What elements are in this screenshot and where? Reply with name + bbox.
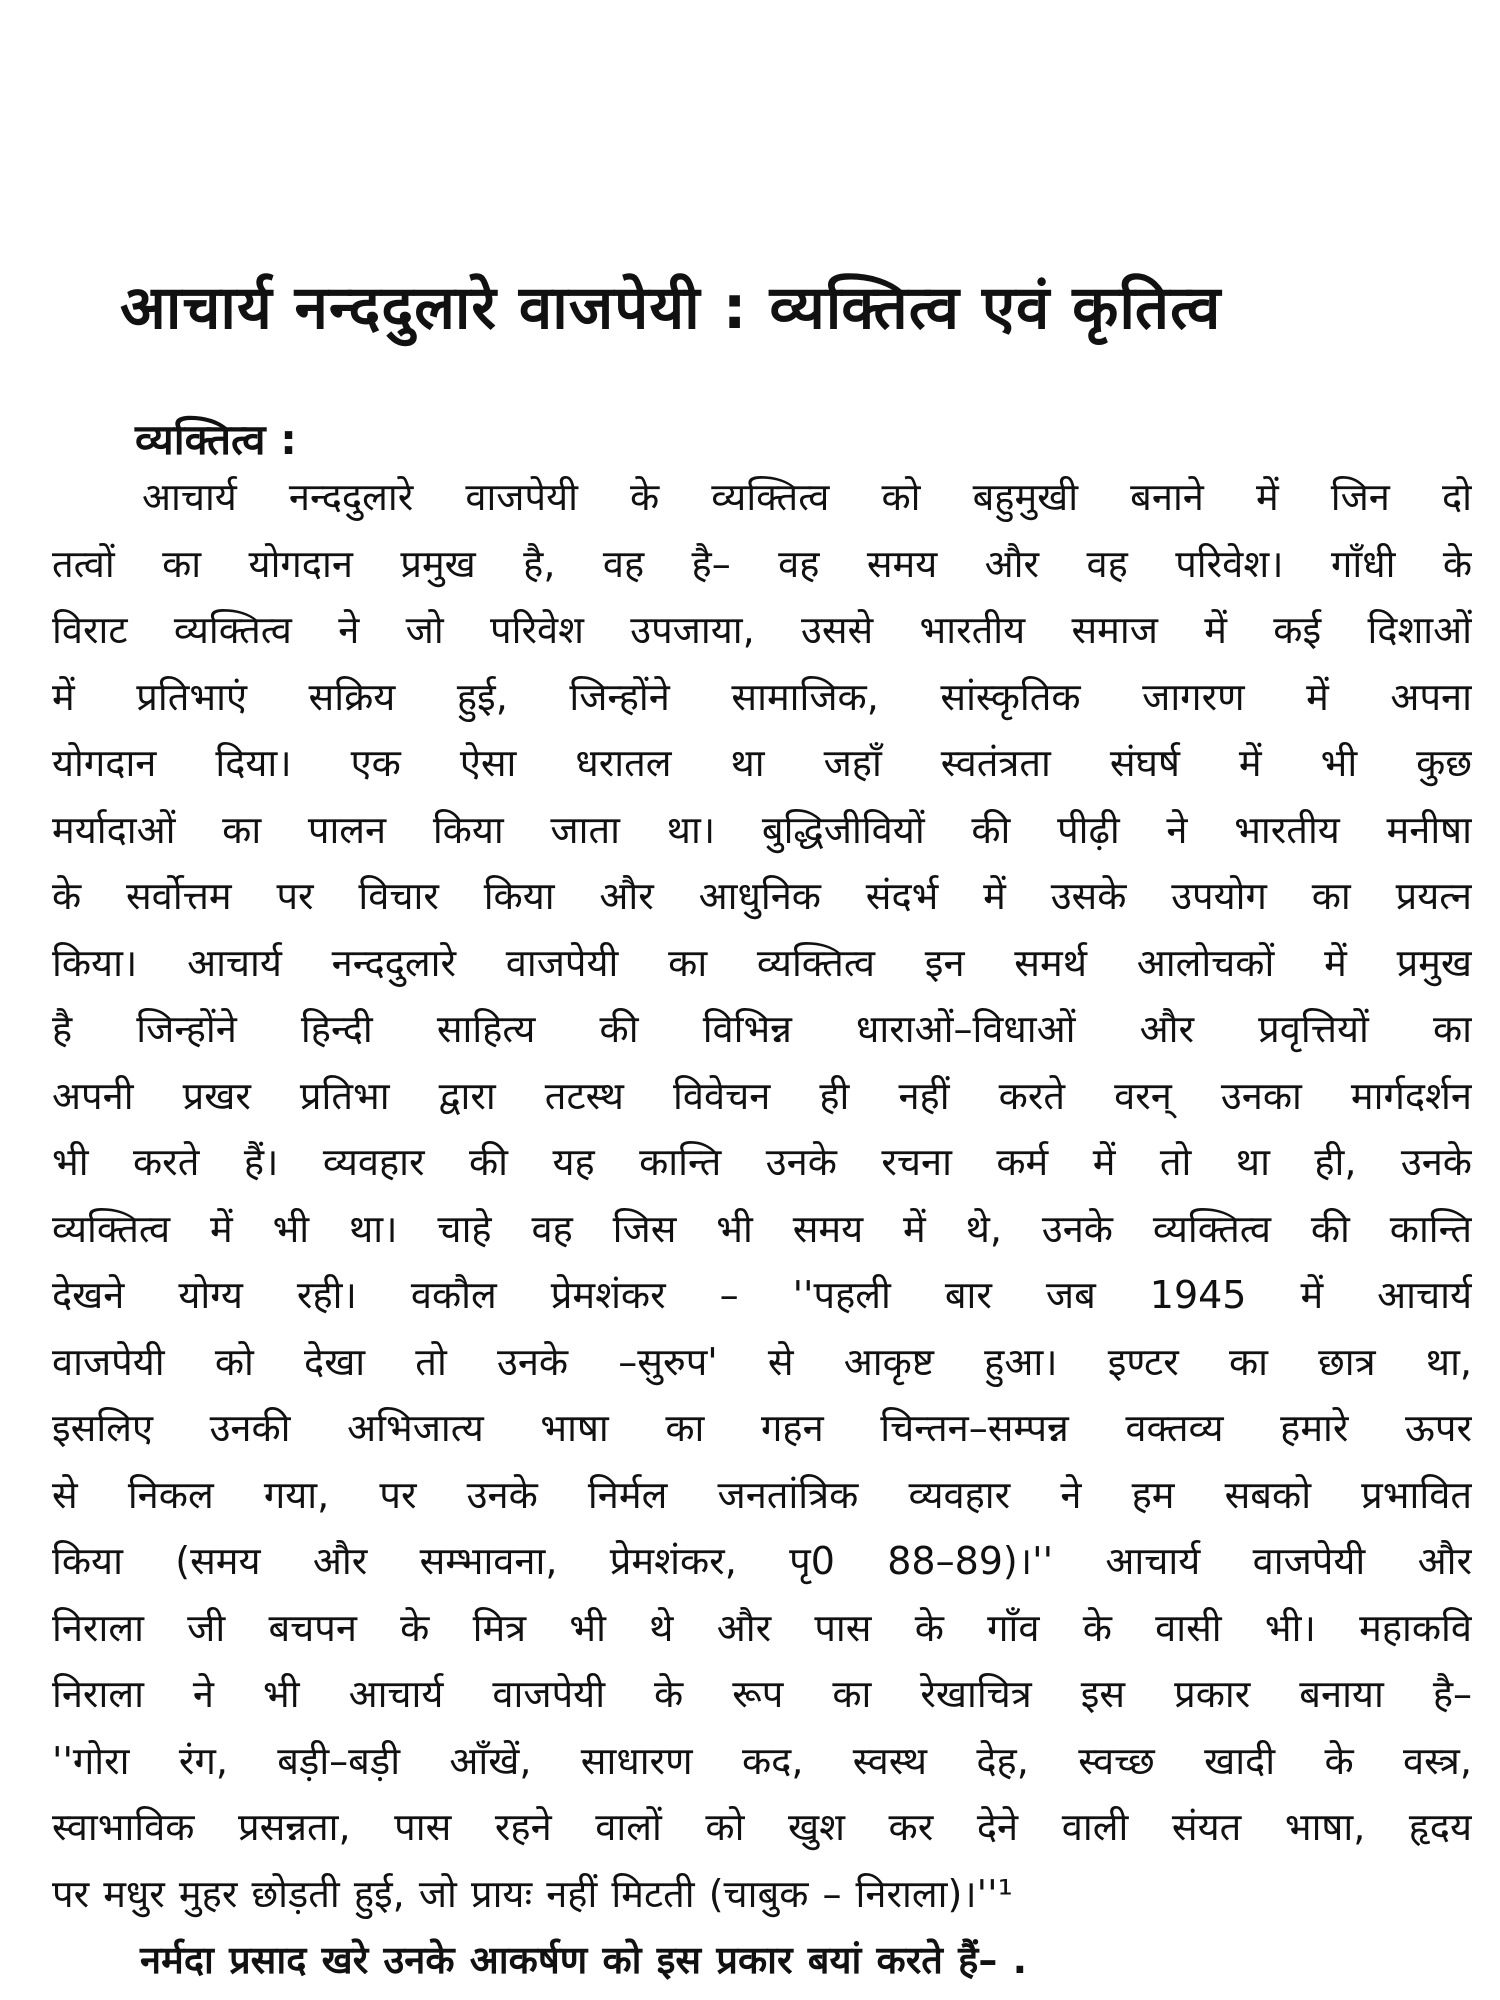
- text-line: तत्वों का योगदान प्रमुख है, वह है– वह समय और वह परिवेश। गाँधी के: [52, 541, 1472, 586]
- quote-line: ''गोरा रंग, बड़ी–बड़ी आँखें, साधारण कद, स्वस्थ देह, स्वच्छ खादी के वस्त्र,: [52, 1738, 1472, 1783]
- text-line: किया। आचार्य नन्ददुलारे वाजपेयी का व्यक्तित्व इन समर्थ आलोचकों में प्रमुख: [52, 940, 1472, 985]
- text-line: व्यक्तित्व में भी था। चाहे वह जिस भी समय में थे, उनके व्यक्तित्व की कान्ति: [52, 1206, 1472, 1251]
- quote-line: पर मधुर मुहर छोड़ती हुई, जो प्रायः नहीं मिटती (चाबुक – निराला)।''¹: [52, 1871, 1013, 1916]
- text-line: योगदान दिया। एक ऐसा धरातल था जहाँ स्वतंत्रता संघर्ष में भी कुछ: [52, 741, 1472, 785]
- text-line: इसलिए उनकी अभिजात्य भाषा का गहन चिन्तन–सम्पन्न वक्तव्य हमारे ऊपर: [52, 1406, 1472, 1450]
- text-line: निराला जी बचपन के मित्र भी थे और पास के गाँव के वासी भी। महाकवि: [52, 1605, 1472, 1650]
- text-line: निराला ने भी आचार्य वाजपेयी के रूप का रेखाचित्र इस प्रकार बनाया है–: [52, 1672, 1472, 1716]
- closing-line: नर्मदा प्रसाद खरे उनके आकर्षण को इस प्रकार बयां करते हैं– .: [140, 1938, 1028, 1982]
- text-line: किया (समय और सम्भावना, प्रेमशंकर, पृ0 88–89)।'' आचार्य वाजपेयी और: [52, 1539, 1472, 1583]
- text-line: विराट व्यक्तित्व ने जो परिवेश उपजाया, उससे भारतीय समाज में कई दिशाओं: [52, 608, 1472, 652]
- text-line: देखने योग्य रही। वकौल प्रेमशंकर – ''पहली बार जब 1945 में आचार्य: [52, 1273, 1472, 1317]
- text-line: मर्यादाओं का पालन किया जाता था। बुद्धिजीवियों की पीढ़ी ने भारतीय मनीषा: [52, 807, 1472, 852]
- text-line: भी करते हैं। व्यवहार की यह कान्ति उनके रचना कर्म में तो था ही, उनके: [52, 1140, 1472, 1184]
- quote-line: स्वाभाविक प्रसन्नता, पास रहने वालों को खुश कर देने वाली संयत भाषा, हृदय: [52, 1805, 1472, 1849]
- text-line: अपनी प्रखर प्रतिभा द्वारा तटस्थ विवेचन ही नहीं करते वरन् उनका मार्गदर्शन: [52, 1073, 1472, 1118]
- body-paragraph: [52, 464, 1472, 1994]
- text-line: है जिन्होंने हिन्दी साहित्य की विभिन्न धाराओं–विधाओं और प्रवृत्तियों का: [52, 1007, 1472, 1051]
- text-line: आचार्य नन्ददुलारे वाजपेयी के व्यक्तित्व को बहुमुखी बनाने में जिन दो: [142, 475, 1472, 519]
- text-line: से निकल गया, पर उनके निर्मल जनतांत्रिक व्यवहार ने हम सबको प्रभावित: [52, 1472, 1472, 1517]
- section-heading: व्यक्तित्व :: [135, 415, 297, 464]
- text-line: वाजपेयी को देखा तो उनके –सुरुप' से आकृष्ट हुआ। इण्टर का छात्र था,: [52, 1339, 1472, 1384]
- text-line: में प्रतिभाएं सक्रिय हुई, जिन्होंने सामाजिक, सांस्कृतिक जागरण में अपना: [52, 674, 1472, 719]
- page-title: आचार्य नन्ददुलारे वाजपेयी : व्यक्तित्व एवं कृतित्व: [120, 273, 1222, 343]
- text-line: के सर्वोत्तम पर विचार किया और आधुनिक संदर्भ में उसके उपयोग का प्रयत्न: [52, 874, 1472, 918]
